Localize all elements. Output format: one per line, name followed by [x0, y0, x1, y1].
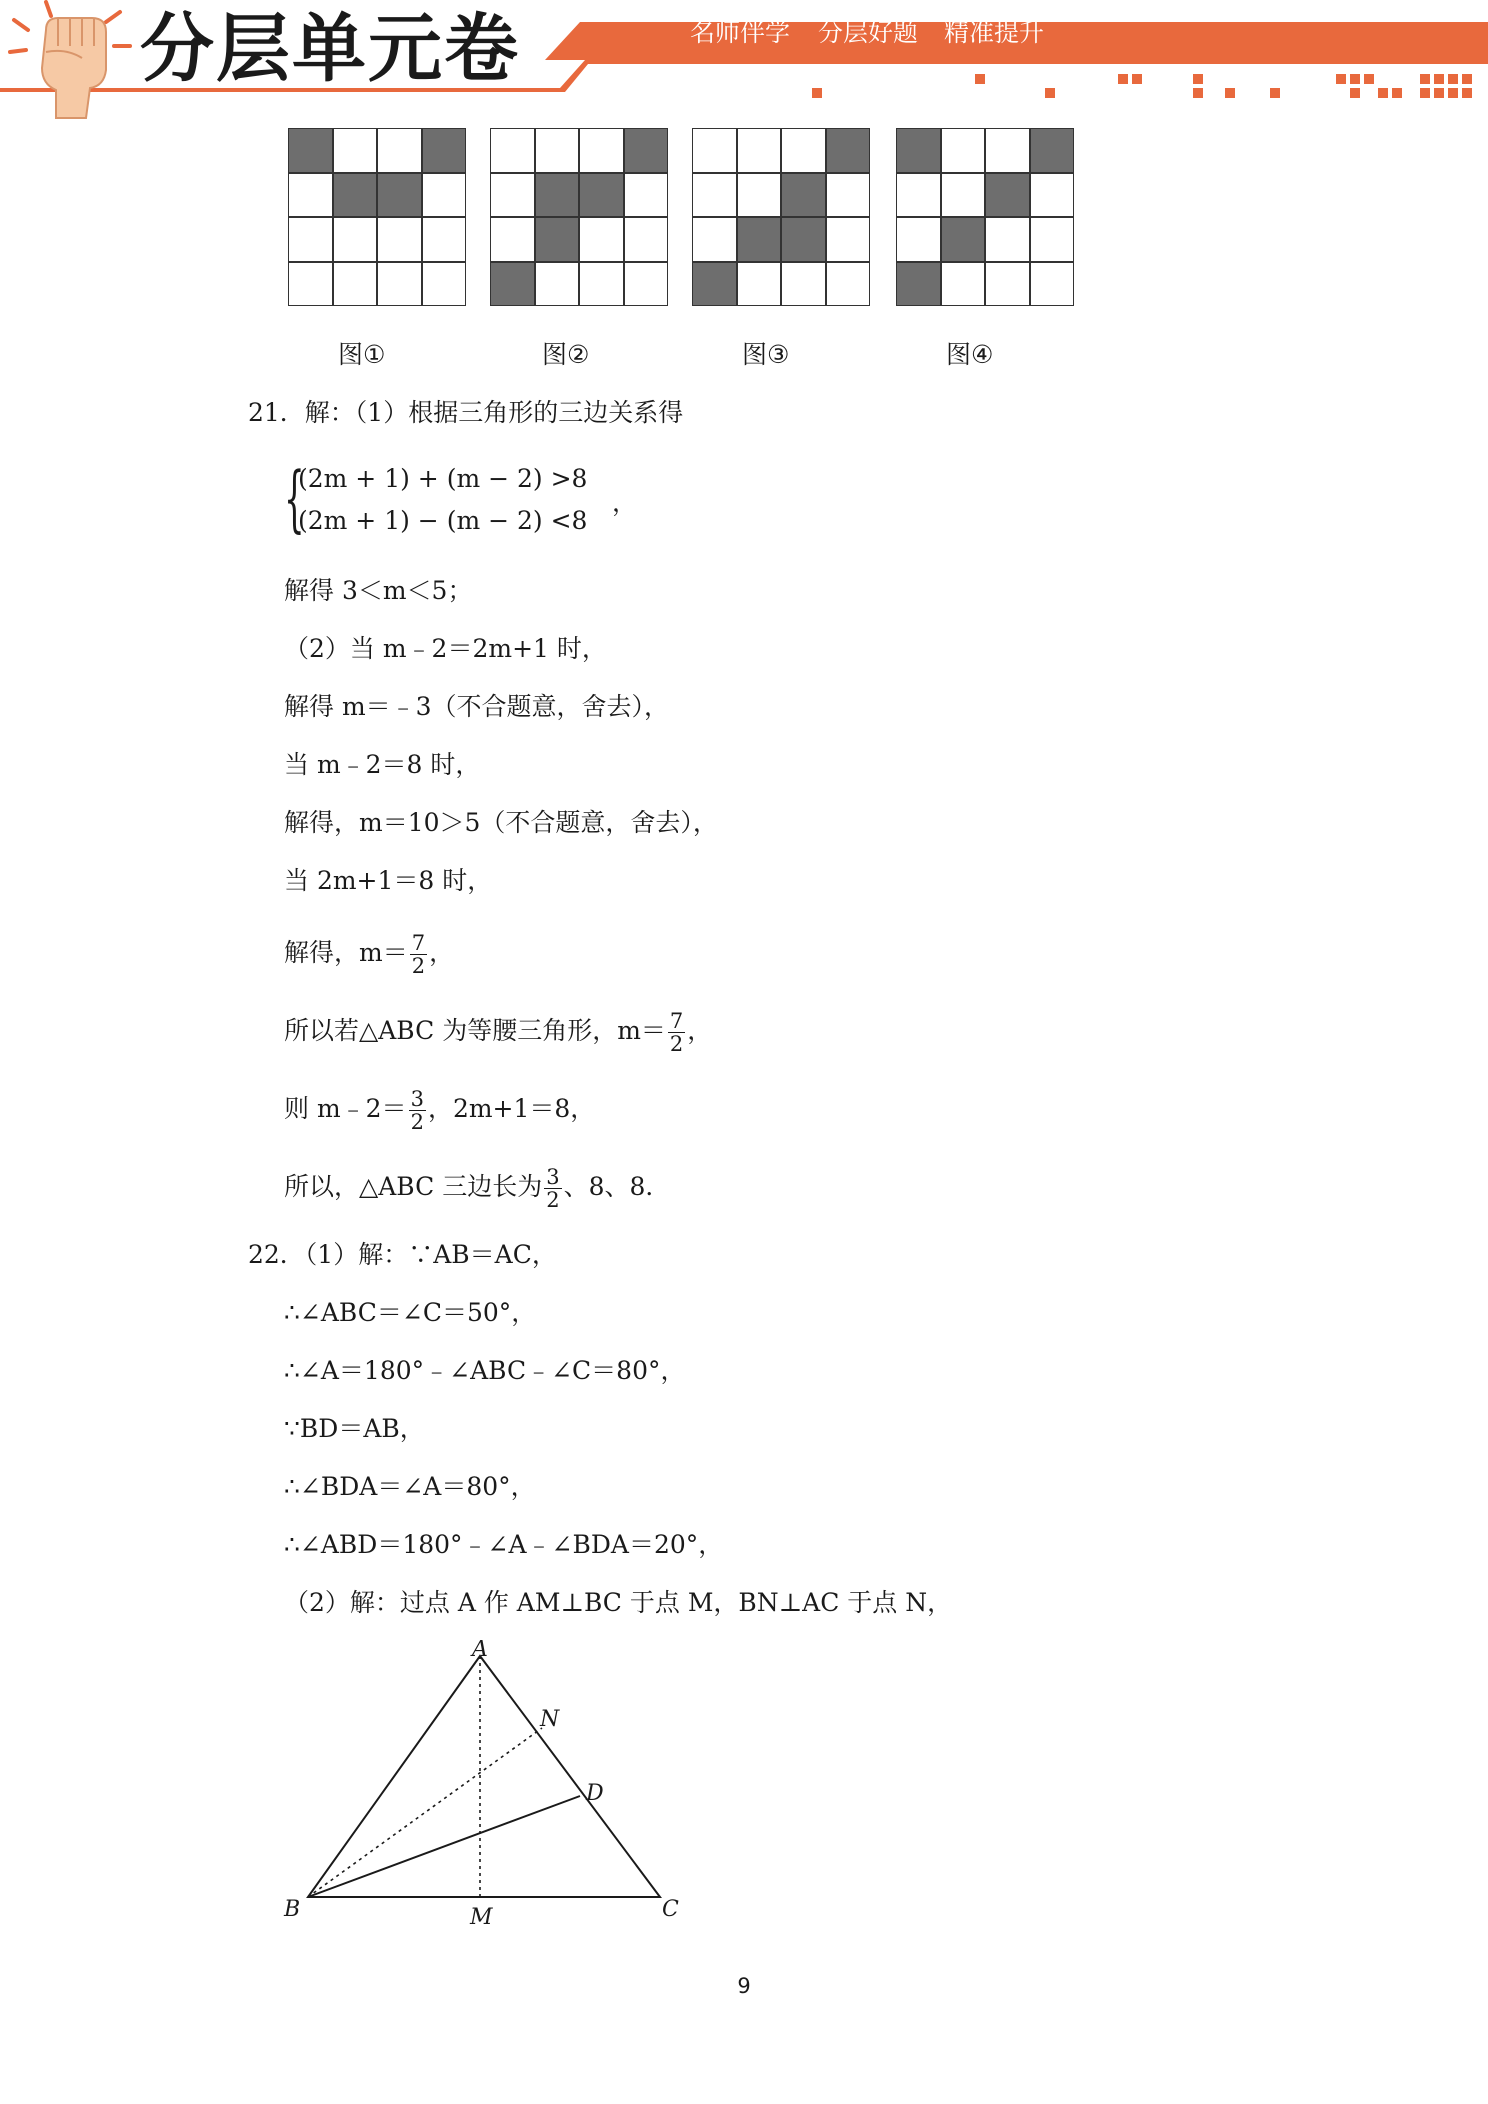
grid-cell — [333, 217, 378, 262]
fraction-denominator: 2 — [669, 1032, 684, 1056]
grid-cell — [490, 173, 535, 218]
grid-figure — [896, 128, 1074, 306]
grid-cell — [896, 217, 941, 262]
answer-line: ∵BD＝AB， — [284, 1414, 425, 1443]
grid-cell — [985, 262, 1030, 307]
inequality-tail: ， — [612, 488, 638, 517]
segment-bd — [308, 1796, 580, 1897]
page-number: 9 — [737, 1974, 751, 1998]
answer-text: 所以，△ABC 三边长为 — [284, 1172, 543, 1201]
triangle-abc — [308, 1656, 660, 1897]
answer-text: 、8、8． — [563, 1172, 671, 1201]
grid-cell — [624, 217, 669, 262]
grid-cell-shaded — [941, 217, 986, 262]
grid-cell — [737, 262, 782, 307]
answer-text: 解得，m＝ — [284, 938, 408, 967]
grid-cell — [692, 217, 737, 262]
grid-cell — [624, 173, 669, 218]
grid-cell — [579, 262, 624, 307]
grid-cell-shaded — [377, 173, 422, 218]
grid-cell — [535, 128, 580, 173]
answer-text: ，2m+1＝8， — [427, 1094, 596, 1123]
grid-cell — [624, 262, 669, 307]
grid-caption: 图② — [542, 340, 590, 369]
grid-cell — [781, 128, 826, 173]
brand-title: 分层单元卷 — [140, 6, 520, 92]
grid-cell — [941, 173, 986, 218]
answer-text: ， — [687, 1016, 713, 1045]
grid-cell-shaded — [737, 217, 782, 262]
grid-cell-shaded — [826, 128, 871, 173]
point-label-n: N — [540, 1707, 560, 1732]
answer-line: 解得 3＜m＜5； — [284, 576, 473, 605]
grid-cell-shaded — [985, 173, 1030, 218]
answer-line: 解得 m＝﹣3（不合题意，舍去）， — [284, 692, 670, 721]
grid-cell — [781, 262, 826, 307]
answer-line: ∴∠ABC＝∠C＝50°， — [284, 1298, 537, 1327]
grid-cell — [692, 173, 737, 218]
q21-intro: 21．解：（1）根据三角形的三边关系得 — [248, 398, 684, 427]
page-header — [0, 0, 1488, 120]
grid-cell — [288, 173, 333, 218]
answer-text: ， — [429, 938, 455, 967]
grid-cell — [377, 128, 422, 173]
answer-line — [284, 1088, 595, 1133]
grid-cell — [826, 262, 871, 307]
answer-text: 则 m﹣2＝ — [284, 1094, 407, 1123]
grid-cell — [737, 128, 782, 173]
fraction-denominator: 2 — [411, 954, 426, 978]
grid-cell — [333, 128, 378, 173]
grid-cell — [826, 173, 871, 218]
grid-cell — [1030, 173, 1075, 218]
grid-cell-shaded — [333, 173, 378, 218]
answer-line: （2）当 m﹣2＝2m+1 时， — [284, 634, 607, 663]
grid-cell — [579, 217, 624, 262]
grid-cell — [985, 217, 1030, 262]
answer-line — [284, 932, 454, 977]
grid-cell — [288, 262, 333, 307]
fraction-denominator: 2 — [546, 1188, 560, 1212]
grid-caption: 图③ — [742, 340, 790, 369]
brace-symbol: { — [284, 456, 305, 540]
grid-cell — [422, 217, 467, 262]
grid-cell — [941, 128, 986, 173]
vertex-label-c: C — [662, 1897, 679, 1922]
grid-cell — [579, 128, 624, 173]
grid-cell — [422, 262, 467, 307]
grid-caption: 图① — [338, 340, 386, 369]
slogan-text: 分层好题 — [818, 18, 919, 47]
altitude-bn — [308, 1728, 542, 1897]
answer-line: 解得，m＝10＞5（不合题意，舍去）， — [284, 808, 718, 837]
inequality-row: (2m + 1) + (m − 2) >8 — [298, 464, 588, 493]
grid-figure — [692, 128, 870, 306]
answer-text: 所以若△ABC 为等腰三角形，m＝ — [284, 1016, 666, 1045]
grid-cell — [288, 217, 333, 262]
grid-cell — [941, 262, 986, 307]
grid-cell — [1030, 217, 1075, 262]
grid-cell — [896, 173, 941, 218]
grid-cell-shaded — [781, 173, 826, 218]
vertex-label-a: A — [472, 1640, 488, 1662]
grid-cell-shaded — [896, 262, 941, 307]
fraction-numerator: 7 — [669, 1009, 684, 1033]
grid-cell — [377, 217, 422, 262]
grid-cell — [333, 262, 378, 307]
answer-line: 当 2m+1＝8 时， — [284, 866, 493, 895]
grid-cell-shaded — [1030, 128, 1075, 173]
grid-cell-shaded — [781, 217, 826, 262]
fraction-numerator: 3 — [546, 1165, 560, 1189]
grid-figure — [288, 128, 466, 306]
grid-cell — [985, 128, 1030, 173]
grid-cell-shaded — [535, 173, 580, 218]
fraction — [410, 932, 427, 977]
grid-figure — [490, 128, 668, 306]
fraction — [409, 1088, 426, 1133]
answer-line: 当 m﹣2＝8 时， — [284, 750, 481, 779]
fraction-denominator: 2 — [410, 1110, 424, 1134]
vertex-label-b: B — [284, 1897, 301, 1922]
answer-line: ∴∠BDA＝∠A＝80°， — [284, 1472, 536, 1501]
grid-cell-shaded — [535, 217, 580, 262]
inequality-row: (2m + 1) − (m − 2) <8 — [298, 506, 588, 535]
grid-cell-shaded — [288, 128, 333, 173]
grid-cell — [737, 173, 782, 218]
q22-intro: 22．（1）解：∵AB＝AC， — [248, 1240, 557, 1269]
grid-cell — [422, 173, 467, 218]
fraction-numerator: 7 — [411, 931, 426, 955]
grid-cell — [1030, 262, 1075, 307]
grid-cell — [826, 217, 871, 262]
grid-cell-shaded — [490, 262, 535, 307]
grid-cell-shaded — [422, 128, 467, 173]
point-label-d: D — [586, 1781, 604, 1806]
answer-line: ∴∠A＝180°﹣∠ABC﹣∠C＝80°， — [284, 1356, 686, 1385]
grid-cell — [490, 217, 535, 262]
grid-cell-shaded — [692, 262, 737, 307]
grid-cell — [535, 262, 580, 307]
answer-line — [284, 1166, 670, 1211]
grid-caption: 图④ — [946, 340, 994, 369]
answer-line: ∴∠ABD＝180°﹣∠A﹣∠BDA＝20°， — [284, 1530, 724, 1559]
grid-cell — [692, 128, 737, 173]
answer-line — [284, 1010, 712, 1055]
fist-icon — [6, 0, 136, 120]
fraction — [668, 1010, 685, 1055]
triangle-diagram — [278, 1640, 698, 1930]
point-label-m: M — [470, 1905, 493, 1930]
grid-cell-shaded — [624, 128, 669, 173]
slogan-text: 精准提升 — [944, 18, 1045, 47]
grid-cell — [490, 128, 535, 173]
grid-cell — [377, 262, 422, 307]
grid-cell-shaded — [579, 173, 624, 218]
answer-line: （2）解：过点 A 作 AM⊥BC 于点 M，BN⊥AC 于点 N， — [284, 1588, 953, 1617]
fraction-numerator: 3 — [410, 1087, 424, 1111]
slogan-text: 名师伴学 — [690, 18, 791, 47]
fraction — [544, 1166, 561, 1211]
grid-cell-shaded — [896, 128, 941, 173]
